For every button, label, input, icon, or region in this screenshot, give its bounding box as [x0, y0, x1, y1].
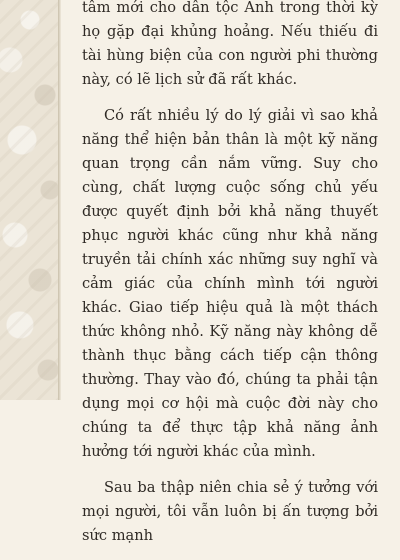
paragraph-3: Sau ba thập niên chia sẻ ý tưởng với mọi người, tôi vẫn luôn bị ấn tượng bởi sức mạnh: [82, 479, 378, 544]
decorative-border: [0, 0, 60, 400]
paragraph-1: tâm mới cho dân tộc Anh trong thời kỳ họ gặp đại khủng hoảng. Nếu thiếu đi tài hùng biện của con người phi thường này, có lẽ lịch sử đã rất khác.: [82, 0, 378, 88]
paragraph-2: Có rất nhiều lý do lý giải vì sao khả năng thể hiện bản thân là một kỹ năng quan trọng cần nắm vững. Suy cho cùng, chất lượng cuộc sống chủ yếu được quyết định bởi khả năng thuyết phục người khác cũng như khả năng truyền tải chính xác những suy nghĩ và cảm giác của chính mình tới người khác. Giao tiếp hiệu quả là một thách thức không nhỏ. Kỹ năng này không dễ thành thục bằng cách tiếp cận thông thường. Thay vào đó, chúng ta phải tận dụng mọi cơ hội mà cuộc đời này cho chúng ta để thực tập khả năng ảnh hưởng tới người khác của mình.: [82, 107, 378, 460]
border-divider: [58, 0, 61, 400]
text-column: [82, 0, 378, 560]
